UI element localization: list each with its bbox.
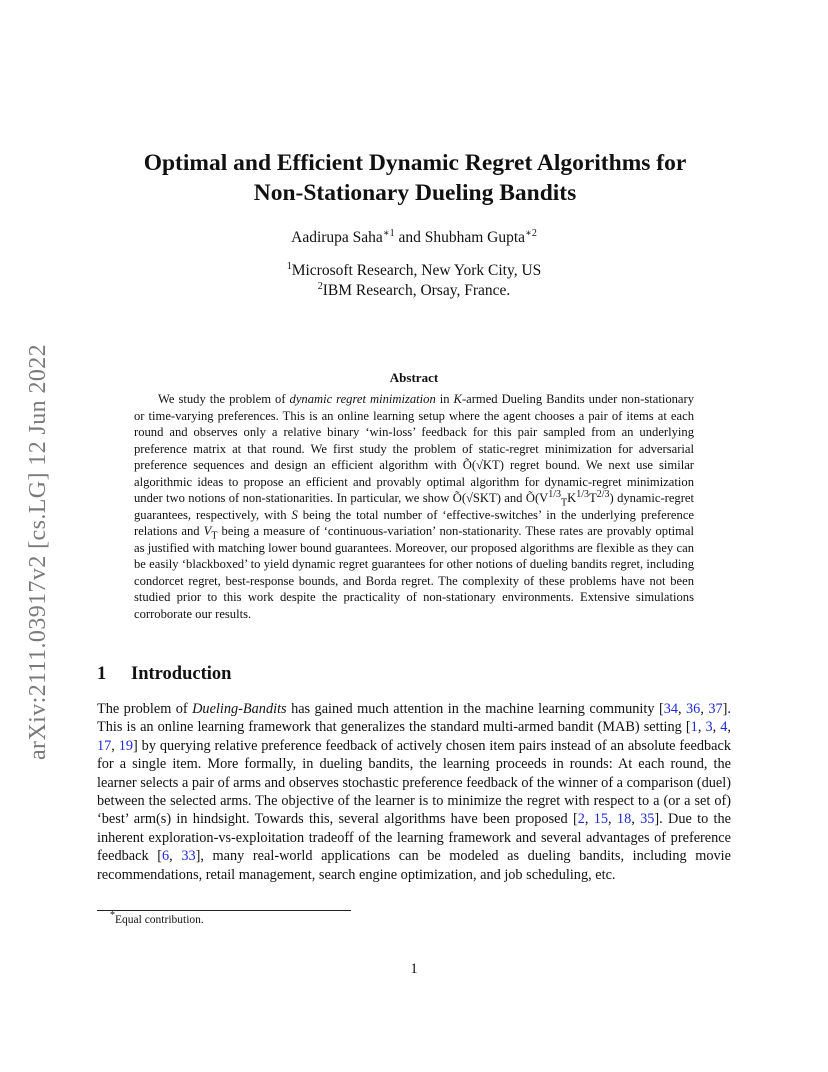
author-marks: ∗1 xyxy=(382,227,395,239)
math-symbol: V xyxy=(203,524,212,538)
separator: , xyxy=(608,811,617,828)
citation-link[interactable]: 35 xyxy=(640,811,655,828)
section-heading xyxy=(97,664,231,685)
citation-link[interactable]: 15 xyxy=(593,811,609,828)
math-bound xyxy=(525,488,614,509)
text-run: ], many real-world applications can be modeled as dueling bandits, including movie recommendations, retail management, search engine optimization, and job scheduling, etc. xyxy=(97,848,731,883)
author-name: Shubham Gupta xyxy=(424,229,526,246)
math-symbol: K xyxy=(453,392,462,406)
emphasis: Dueling-Bandits xyxy=(192,701,287,717)
affiliation-text: IBM Research, Orsay, France. xyxy=(322,282,511,299)
math-part: Õ(V xyxy=(525,491,549,505)
author-marks: ∗2 xyxy=(525,227,537,239)
math-exponent: 2/3 xyxy=(596,488,610,500)
text-run: being a measure of ‘continuous-variation’ non-stationarity. These rates are provably optimal as justified with matching lower bound guarantees. Moreover, our proposed algorithms are flexible as they can be easily ‘blackboxed’ to yield dynamic regret guarantees for other notions of dueling bandits regret, including condorcet regret, best-response bounds, and Borda regret. The complexity of these problems have not been studied prior to this work despite the practicality of non-stationary environments. Extensive simulations corroborate our results. xyxy=(134,524,694,621)
emphasis: dynamic regret minimization xyxy=(289,392,436,406)
text-run: We study the problem of xyxy=(158,392,290,406)
separator: , xyxy=(678,701,687,717)
citation-link[interactable]: 6 xyxy=(161,848,170,865)
affiliation-mark: 1 xyxy=(286,260,292,272)
affiliation-mark: 2 xyxy=(317,280,323,292)
citation-link[interactable]: 3 xyxy=(705,719,713,736)
math-bound: Õ(√SKT) xyxy=(452,491,501,505)
citation-link[interactable]: 33 xyxy=(181,848,196,865)
citation-link[interactable]: 4 xyxy=(720,719,728,736)
author-list xyxy=(0,229,828,247)
abstract-heading: Abstract xyxy=(389,370,439,385)
footnote xyxy=(110,910,204,926)
citation-link[interactable]: 18 xyxy=(616,811,632,828)
affiliation-1 xyxy=(0,262,828,280)
math-subscript: T xyxy=(211,530,218,542)
separator: , xyxy=(584,811,594,828)
section-number: 1 xyxy=(97,664,107,684)
separator: , xyxy=(697,719,706,736)
footnote-mark: * xyxy=(110,910,115,922)
author-separator: and xyxy=(394,229,425,246)
footnote-divider xyxy=(97,910,351,911)
math-bound: Õ(√KT) xyxy=(462,458,504,472)
math-exponent: 1/3 xyxy=(576,488,590,500)
citation-link[interactable]: 2 xyxy=(577,811,585,828)
citation-link[interactable]: 37 xyxy=(708,701,723,717)
math-part: K xyxy=(567,491,577,505)
section-title: Introduction xyxy=(131,664,232,684)
intro-paragraph xyxy=(97,700,731,884)
citation-link[interactable]: 1 xyxy=(690,719,698,736)
footnote-text: Equal contribution. xyxy=(115,914,204,926)
text-run: The problem of xyxy=(97,701,193,717)
text-run: ] by querying relative preference feedback of actively chosen item pairs instead of an absolute feedback for a single item. More formally, in dueling bandits, the learning proceeds in rounds: At each round, the learner selects a pair of arms and observes stochastic preference feedback of the winner of a comparison (duel) between the selected arms. The objective of the learner is to minimize the regret with respect to a (or a set of) ‘best’ arm(s) in hindsight. Towards this, several algorithms have been proposed [ xyxy=(97,737,731,828)
affiliation-text: Microsoft Research, New York City, US xyxy=(291,262,542,279)
author-name: Aadirupa Saha xyxy=(291,229,383,246)
math-subscript: T xyxy=(561,497,568,509)
separator: , xyxy=(712,719,721,736)
text-run: dynamic-regret guarantees, respectively, with xyxy=(134,491,694,522)
citation-link[interactable]: 34 xyxy=(663,701,679,717)
separator: , xyxy=(631,811,641,828)
citation-link[interactable]: 36 xyxy=(686,701,701,717)
title-line-1: Optimal and Efficient Dynamic Regret Algorithms for xyxy=(143,150,687,176)
text-run: and xyxy=(500,491,526,505)
text-run: -armed Dueling Bandits under non-stationary or time-varying preferences. This is an online learning setup where the agent chooses a pair of items at each round and observes only a relative binary ‘win-loss’ feedback for this pair sampled from an underlying preference matrix at that round. We first study the problem of static-regret minimization for adversarial preference sequences and design an efficient algorithm with xyxy=(134,392,694,472)
text-run: in xyxy=(435,392,454,406)
arxiv-identifier xyxy=(18,296,58,760)
title-line-2: Non-Stationary Dueling Bandits xyxy=(253,180,577,206)
math-part: T xyxy=(589,491,597,505)
separator: , xyxy=(727,719,731,736)
text-run: ]. This is an online learning framework that generalizes the standard multi-armed bandit (MAB) setting [ xyxy=(97,701,731,736)
abstract-body xyxy=(134,391,694,622)
page-number: 1 xyxy=(410,961,418,977)
text-run: being the total number of ‘effective-switches’ in the underlying preference relations and xyxy=(134,507,694,538)
text-run: ]. Due to the inherent exploration-vs-exploitation tradeoff of the learning framework and several advantages of preference feedback [ xyxy=(97,811,732,865)
citation-link[interactable]: 19 xyxy=(118,737,134,754)
separator: , xyxy=(169,848,182,865)
separator: , xyxy=(700,701,709,717)
math-exponent: 1/3 xyxy=(548,488,562,500)
math-symbol: S xyxy=(291,507,298,522)
separator: , xyxy=(111,737,119,754)
text-run: regret bound. We next use similar algorithmic ideas to propose an efficient and provably optimal algorithm for dynamic-regret minimization under two notions of non-stationarities. In particular, we show xyxy=(134,458,694,505)
arxiv-identifier-text: arXiv:2111.03917v2 [cs.LG] 12 Jun 2022 xyxy=(25,343,51,760)
citation-link[interactable]: 17 xyxy=(97,737,112,754)
paper-title xyxy=(80,148,750,208)
affiliation-2 xyxy=(0,282,828,300)
math-part: ) xyxy=(609,491,614,505)
text-run: has gained much attention in the machine learning community [ xyxy=(286,701,664,717)
